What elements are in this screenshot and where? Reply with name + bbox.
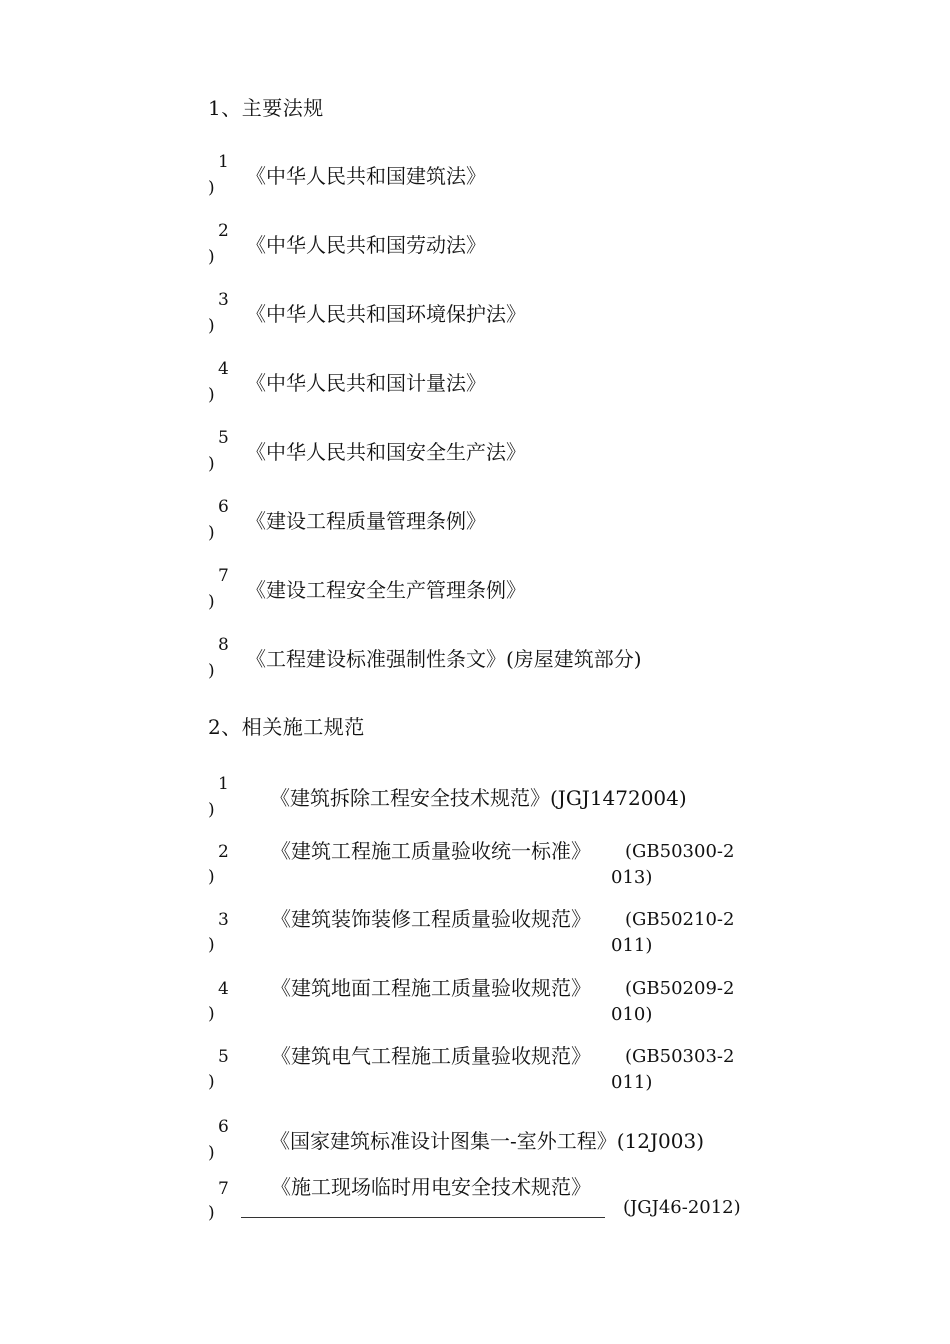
item-number: 7 (218, 1179, 229, 1199)
regulation-title: 《中华人民共和国计量法》 (246, 371, 486, 395)
standard-code: (JGJ46-2012) (623, 1197, 741, 1218)
item-paren: ) (208, 247, 215, 267)
item-number: 7 (218, 566, 229, 586)
regulation-title: 《中华人民共和国环境保护法》 (246, 302, 526, 326)
item-paren: ) (208, 454, 215, 474)
item-number: 2 (218, 842, 229, 862)
standard-code: (GB50210-2011) (611, 909, 735, 956)
item-number: 4 (218, 359, 229, 379)
item-paren: ) (208, 316, 215, 336)
item-number: 1 (218, 152, 229, 172)
standard-code: (GB50300-2013) (611, 841, 735, 888)
standard-title: 《建筑工程施工质量验收统一标准》 (271, 839, 591, 863)
item-paren: ) (208, 661, 215, 681)
item-number: 5 (218, 1047, 229, 1067)
item-number: 6 (218, 1117, 229, 1137)
standard-title: 《建筑装饰装修工程质量验收规范》 (271, 907, 591, 931)
item-paren: ) (208, 867, 215, 887)
section-2-heading: 2、相关施工规范 (208, 715, 365, 739)
item-paren: ) (208, 1143, 215, 1163)
item-number: 6 (218, 497, 229, 517)
item-paren: ) (208, 800, 215, 820)
item-paren: ) (208, 178, 215, 198)
regulation-title: 《中华人民共和国安全生产法》 (246, 440, 526, 464)
item-paren: ) (208, 1072, 215, 1092)
section-1-heading: 1、主要法规 (208, 96, 324, 120)
regulation-title: 《中华人民共和国劳动法》 (246, 233, 486, 257)
item-number: 2 (218, 221, 229, 241)
regulation-title: 《工程建设标准强制性条文》(房屋建筑部分) (246, 647, 642, 671)
standard-title: 《国家建筑标准设计图集一-室外工程》(12J003) (270, 1129, 705, 1153)
item-paren: ) (208, 385, 215, 405)
item-number: 8 (218, 635, 229, 655)
standard-title: 《建筑地面工程施工质量验收规范》 (271, 976, 591, 1000)
regulation-title: 《中华人民共和国建筑法》 (246, 164, 486, 188)
standard-title: 《建筑拆除工程安全技术规范》(JGJ1472004) (270, 786, 687, 810)
standard-title: 《施工现场临时用电安全技术规范》 (271, 1175, 591, 1199)
item-number: 1 (218, 774, 229, 794)
regulation-title: 《建设工程安全生产管理条例》 (246, 578, 526, 602)
item-paren: ) (208, 1203, 215, 1223)
item-number: 3 (218, 910, 229, 930)
item-paren: ) (208, 1004, 215, 1024)
item-number: 4 (218, 979, 229, 999)
underline-rule (241, 1217, 605, 1218)
item-number: 3 (218, 290, 229, 310)
standard-code: (GB50303-2011) (611, 1046, 735, 1093)
item-paren: ) (208, 592, 215, 612)
item-number: 5 (218, 428, 229, 448)
regulation-title: 《建设工程质量管理条例》 (246, 509, 486, 533)
standard-code: (GB50209-2010) (611, 978, 735, 1025)
item-paren: ) (208, 935, 215, 955)
standard-title: 《建筑电气工程施工质量验收规范》 (271, 1044, 591, 1068)
item-paren: ) (208, 523, 215, 543)
